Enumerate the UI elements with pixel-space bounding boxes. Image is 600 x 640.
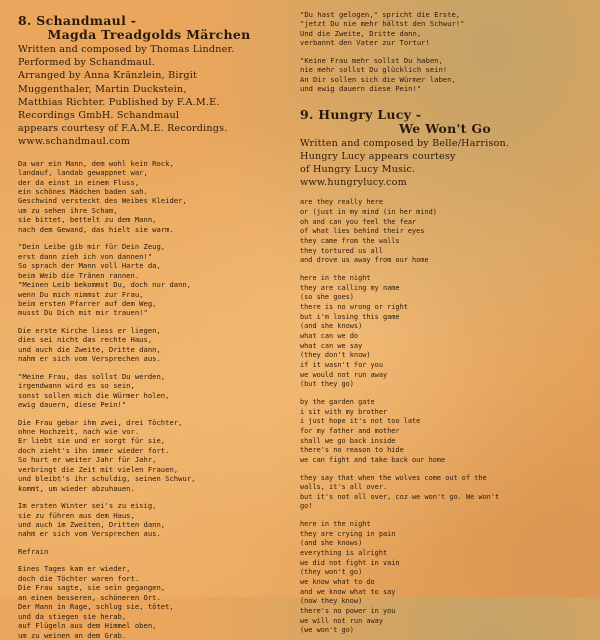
song-9-title-line2: We Won't Go (398, 120, 492, 136)
credit-line: Hungry Lucy appears courtesy (300, 150, 456, 162)
lyric-line: "Keine Frau mehr sollst Du haben, (300, 55, 443, 65)
song-8-lyrics (18, 159, 280, 640)
lyric-line: but it's not all over, coz we won't go. We won't (300, 492, 500, 501)
lyric-line: doch die Töchter waren fort. (18, 573, 140, 583)
lyric-line: und auch im Zweiten, Dritten dann, (18, 520, 166, 530)
lyric-line: (they don't know) (300, 351, 371, 360)
lyric-line: Die erste Kirche liess er liegen, (18, 325, 161, 335)
credit-line: Written and composed by Thomas Lindner. (18, 44, 235, 55)
lyric-line: Geschwind versteckt des Weibes Kleider, (18, 196, 187, 206)
website-link: www.schandmaul.com (18, 136, 131, 148)
lyric-line: i sit with my brother (300, 407, 388, 416)
lyric-line: und ewig dauern diese Pein!" (300, 84, 422, 94)
lyric-line: Eines Tages kam er wieder, (18, 564, 131, 574)
lyric-line: there's no power in you (300, 607, 396, 616)
lyric-line: for my father and mother (300, 426, 400, 435)
website-link: www.hungrylucy.com (300, 177, 407, 189)
lyric-line: auf Flügeln aus dem Himmel oben, (18, 621, 157, 631)
lyric-line: Der Mann in Rage, schlug sie, tötet, (18, 602, 174, 612)
lyric-line: und bleibt's ihr schuldig, seinen Schwur, (18, 474, 196, 484)
lyric-line: nach dem Gewand, das hielt sie warm. (18, 224, 174, 234)
lyric-line: erst dann zieh ich von dannen!" (18, 251, 153, 261)
stanza (300, 474, 590, 513)
lyric-line: So hurt er weiter Jahr für Jahr, (18, 455, 157, 465)
lyric-line: doch zieht's ihn immer wieder fort. (18, 445, 170, 455)
lyric-line: "Dein Leibe gib mir für Dein Zeug, (18, 242, 166, 252)
song-9-credits (300, 137, 590, 190)
lyric-line: we know what to do (300, 578, 375, 587)
stanza (18, 326, 280, 364)
left-column (18, 0, 280, 640)
lyric-line: So sprach der Mann voll Harte da, (18, 261, 161, 271)
lyric-line: und da stiegen sie herab, (18, 611, 127, 621)
lyric-line: and we know what to say (300, 587, 396, 596)
lyric-line: "Meinen Leib bekommst Du, doch nur dann, (18, 280, 192, 290)
lyric-line: walls, it's all over. (300, 483, 388, 492)
credit-line: Recordings GmbH. Schandmaul (18, 110, 180, 122)
song-8-lyrics-continued (300, 10, 590, 94)
lyric-line: nie mehr sollst Du glücklich sein! (300, 65, 448, 75)
lyric-line: kommt, um wieder abzuhauen. (18, 483, 135, 493)
stanza (300, 520, 590, 636)
lyric-line: sie zu führen aus dem Haus, (18, 510, 135, 520)
lyric-line: oh and can you feel the fear (300, 217, 417, 226)
credit-line: appears courtesy of F.A.M.E. Recordings. (18, 123, 228, 135)
stanza (300, 10, 590, 48)
lyric-line: what can we do (300, 331, 359, 340)
stanza (18, 418, 280, 494)
lyric-line: they tortured us all (300, 246, 383, 255)
right-column (300, 0, 590, 636)
lyric-line: wenn Du mich nimmst zur Frau, (18, 289, 144, 299)
stanza (300, 56, 590, 94)
stanza (18, 372, 280, 410)
lyric-line: we did not fight in vain (300, 558, 400, 567)
lyric-line: (and she knows) (300, 322, 363, 331)
stanza (18, 501, 280, 539)
lyric-line: but i'm losing this game (300, 312, 400, 321)
lyric-line: i just hope it's not too late (300, 417, 421, 426)
lyric-line: everything is alright (300, 549, 388, 558)
lyric-line: and drove us away from our home (300, 256, 429, 265)
lyric-line: we will not run away (300, 616, 383, 625)
lyric-line: here in the night (300, 520, 371, 529)
lyric-line: there's no reason to hide (300, 446, 404, 455)
lyric-line: nahm er sich vom Versprechen aus. (18, 354, 161, 364)
stanza (18, 159, 280, 235)
credit-line: of Hungry Lucy Music. (300, 164, 416, 176)
lyric-line: um zu weinen an dem Grab. (18, 630, 127, 640)
lyric-line: they are calling my name (300, 283, 400, 292)
lyric-line: musst Du Dich mit mir trauen!" (18, 308, 148, 318)
lyric-line: Im ersten Winter sei's zu eisig, (18, 501, 157, 511)
lyric-line: if it wasn't for you (300, 360, 383, 369)
lyric-line: we can fight and take back our home (300, 455, 446, 464)
song-8-title-line2: Magda Treadgolds Märchen (47, 27, 251, 42)
lyric-line: here in the night (300, 274, 371, 283)
lyric-line: landauf, landab gewappnet war, (18, 168, 148, 178)
lyric-line: shall we go back inside (300, 436, 396, 445)
lyric-line: sonst sollen mich die Würmer holen, (18, 390, 170, 400)
lyric-line: um zu sehen ihre Scham, (18, 205, 118, 215)
lyric-line: (we won't go) (300, 626, 354, 635)
lyric-line: (now they know) (300, 597, 363, 606)
stanza (18, 564, 280, 640)
lyric-line: beim Weib die Tränen rannen. (18, 270, 140, 280)
song-8-credits (18, 43, 280, 149)
credit-line: Performed by Schandmaul. (18, 57, 155, 69)
lyric-line: ohne Hochzeit, nach wie vor. (18, 426, 140, 436)
lyric-line: "jetzt Du nie mehr hältst den Schwur!" (300, 19, 465, 29)
lyric-line: der da einst in einem Fluss, (18, 177, 140, 187)
song-9-title-line1: 9. Hungry Lucy - (300, 106, 422, 122)
song-9-lyrics (300, 198, 590, 636)
stanza (300, 398, 590, 466)
stanza (18, 242, 280, 318)
lyric-line: "Du hast gelogen," spricht die Erste, (300, 10, 461, 19)
lyric-line: Die Frau gebar ihm zwei, drei Töchter, (18, 417, 183, 427)
lyric-line: An Dir sollen sich die Würmer laben, (300, 74, 456, 84)
lyric-line: what can we say (300, 341, 363, 350)
lyric-line: und auch die Zweite, Dritte dann, (18, 344, 161, 354)
lyric-line: Und die Zweite, Dritte dann, (300, 28, 422, 38)
lyric-line: beim ersten Pfarrer auf dem Weg, (18, 298, 157, 308)
lyric-line: or (just in my mind (in her mind) (300, 208, 437, 217)
lyric-line: "Meine Frau, das sollst Du werden, (18, 371, 166, 381)
lyric-line: sie bittet, bettelt zu dem Mann, (18, 215, 157, 225)
lyric-line: (so she goes) (300, 293, 354, 302)
lyric-line: verbannt den Vater zur Tortur! (300, 38, 430, 48)
song-8-title (18, 14, 280, 42)
credit-line: Muggenthaler, Martin Duckstein, (18, 83, 187, 95)
lyric-line: irgendwann wird es so sein, (18, 381, 135, 391)
lyric-line: Da war ein Mann, dem wohl kein Rock, (18, 158, 174, 168)
lyric-line: there is no wrong or right (300, 303, 408, 311)
lyric-line: they are crying in pain (300, 529, 396, 538)
lyric-line: go! (300, 502, 313, 511)
lyric-line: an einen besseren, schöneren Ort. (18, 592, 161, 602)
lyric-line: they came from the walls (300, 237, 400, 246)
lyric-line: nahm er sich vom Versprechen aus. (18, 529, 161, 539)
song-9-title (300, 108, 590, 136)
lyric-line: of what lies behind their eyes (300, 227, 425, 236)
lyric-line: are they really here (300, 198, 383, 207)
lyric-line: by the garden gate (300, 397, 375, 406)
stanza (300, 198, 590, 266)
song-8-title-line1: 8. Schandmaul - (18, 13, 137, 28)
lyric-line: verbringt die Zeit mit vielen Frauen, (18, 464, 179, 474)
credit-line: Matthias Richter. Published by F.A.M.E. (18, 96, 220, 108)
lyric-line: ein schönes Mädchen baden sah. (18, 186, 148, 196)
lyric-line: (and she knows) (300, 539, 363, 548)
lyric-line: they say that when the wolves come out of the (300, 473, 487, 482)
lyric-line: ewig dauern, diese Pein!" (18, 400, 127, 410)
lyric-line: (but they go) (300, 380, 354, 389)
lyric-line: dies sei nicht das rechte Haus, (18, 335, 153, 345)
refrain-label: Refrain (18, 546, 49, 556)
credit-line: Written and composed by Belle/Harrison. (300, 137, 510, 149)
lyric-line: Die Frau sagte, sie sein gegangen, (18, 583, 166, 593)
stanza (300, 274, 590, 390)
credit-line: Arranged by Anna Kränzlein, Birgit (18, 70, 198, 82)
lyric-line: Er liebt sie und er sorgt für sie, (18, 436, 166, 446)
lyric-line: we would not run away (300, 370, 388, 379)
lyric-line: (they won't go) (300, 568, 363, 577)
